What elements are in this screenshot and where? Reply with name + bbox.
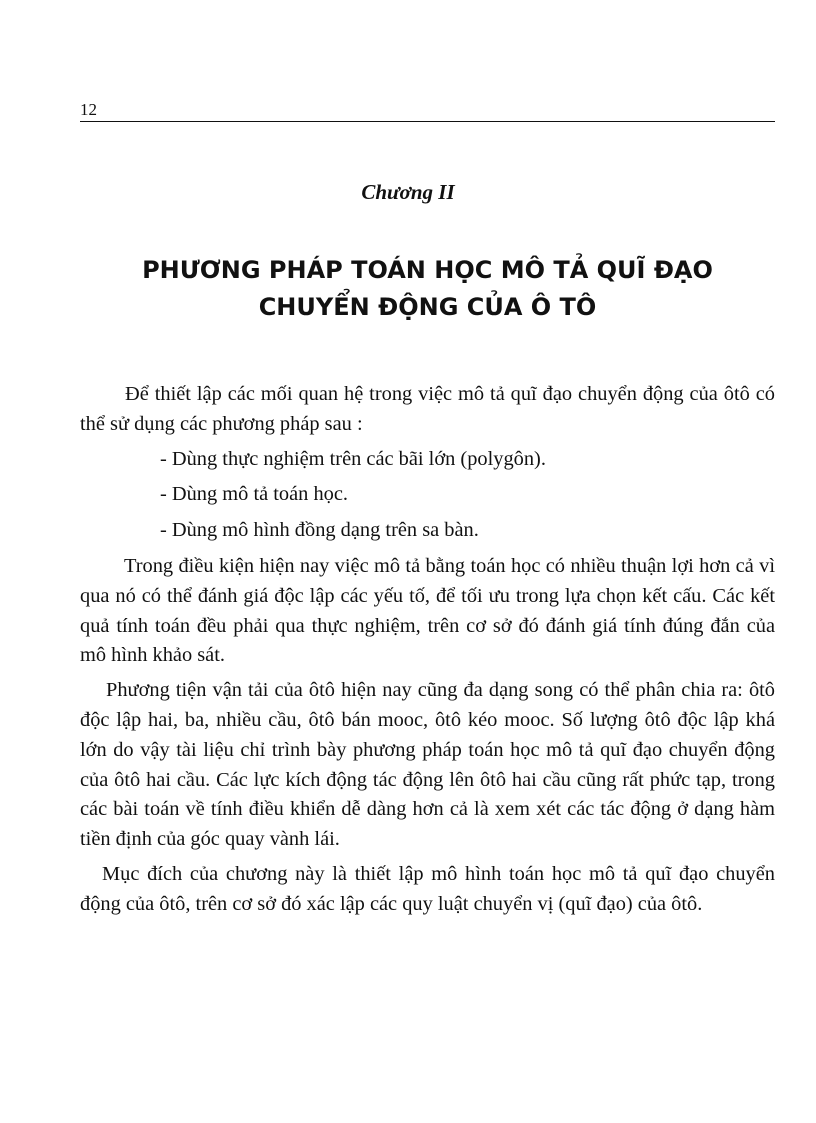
chapter-title-line-2: CHUYỂN ĐỘNG CỦA Ô TÔ (258, 293, 597, 321)
intro-paragraph: Để thiết lập các mối quan hệ trong việc mô tả quĩ đạo chuyển động của ôtô có thể sử dụng các phương pháp sau : (80, 383, 775, 435)
chapter-label: Chương II (361, 180, 455, 204)
body-text (80, 380, 775, 920)
chapter-title (80, 252, 775, 326)
paragraph-3: Phương tiện vận tải của ôtô hiện nay cũng đa dạng song có thể phân chia ra: ôtô độc lập hai, ba, nhiều cầu, ôtô bán mooc, ôtô kéo mooc. Số lượng ôtô độc lập khá lớn do vậy tài liệu chỉ trình bày phương pháp toán học mô tả quĩ đạo chuyển động của ôtô hai cầu. Các lực kích động tác động lên ôtô hai cầu cũng rất phức tạp, trong các bài toán về tính điều khiển dễ dàng hơn cả là xem xét các tác động ở dạng hàm tiền định của góc quay vành lái. (80, 679, 775, 851)
header-rule (80, 121, 775, 122)
page-number: 12 (80, 100, 97, 119)
list-item: - Dùng mô tả toán học. (160, 483, 349, 506)
list-item: - Dùng thực nghiệm trên các bãi lớn (polygôn). (160, 447, 546, 470)
paragraph-2: Trong điều kiện hiện nay việc mô tả bằng toán học có nhiều thuận lợi hơn cả vì qua nó có thể đánh giá độc lập các yếu tố, để tối ưu trong lựa chọn kết cấu. Các kết quả tính toán đều phải qua thực nghiệm, trên cơ sở đó đánh giá tính đúng đắn của mô hình khảo sát. (80, 554, 775, 667)
methods-list (80, 445, 775, 546)
chapter-title-line-1: PHƯƠNG PHÁP TOÁN HỌC MÔ TẢ QUĨ ĐẠO (142, 256, 713, 284)
paragraph-4: Mục đích của chương này là thiết lập mô hình toán học mô tả quĩ đạo chuyển động của ôtô, trên cơ sở đó xác lập các quy luật chuyển vị (quĩ đạo) của ôtô. (80, 862, 775, 915)
list-item: - Dùng mô hình đồng dạng trên sa bàn. (160, 519, 479, 542)
